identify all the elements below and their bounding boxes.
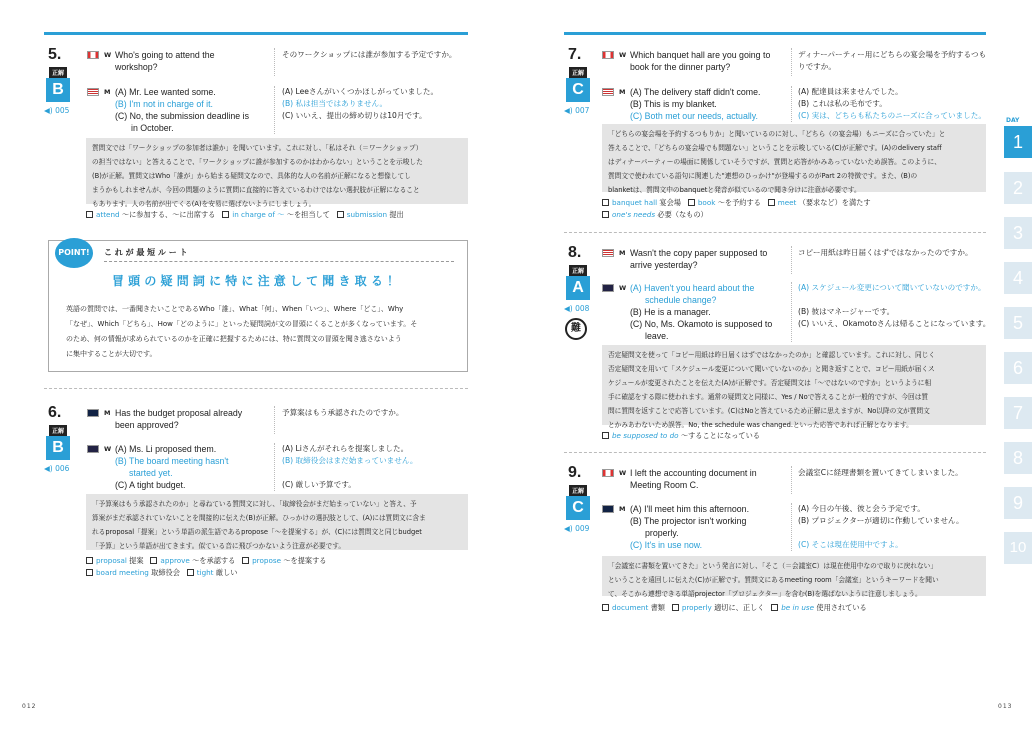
day-tab-1[interactable]: 1 — [1004, 126, 1032, 158]
choice-b-jp: (B) 彼はマネージャーです。 — [798, 307, 895, 316]
choice-c-en: (C) Both met our needs, actually. — [630, 111, 758, 121]
question-jp: 予算案はもう承認されたのですか。 — [282, 408, 404, 417]
day-tab-2[interactable]: 2 — [1004, 172, 1032, 204]
vocab-meaning: 提案 — [129, 556, 144, 565]
question-en: arrive yesterday? — [630, 260, 698, 270]
vocab-word: book — [697, 198, 716, 207]
choice-b-en: (B) I'm not in charge of it. — [115, 99, 213, 109]
vocab-word: properly — [681, 603, 712, 612]
vocab-meaning: ～に参加する、～に出席する — [121, 210, 216, 219]
question-jp: 会議室Cに経理書類を置いてきてしまいました。 — [798, 468, 963, 477]
explanation-box — [602, 345, 986, 429]
choice-a-en: (A) I'll meet him this afternoon. — [630, 504, 750, 514]
explanation-line: 算案がまだ承認されていないことを間接的に伝えた(B)が正解。ひっかけの選択肢として、(A)には質問文に含ま — [92, 514, 426, 522]
explanation-line: とかみあわないため誤答。No, the schedule was changed.といった応答であれば正解となります。 — [608, 421, 913, 429]
question-en: Has the budget proposal already — [115, 408, 243, 418]
choice-b-jp: (B) 取締役会はまだ始まっていません。 — [282, 456, 418, 465]
checkbox[interactable] — [602, 604, 609, 611]
choice-a-jp: (A) 配達員は来ませんでした。 — [798, 87, 903, 96]
top-rule — [44, 32, 468, 35]
checkbox[interactable] — [768, 199, 775, 206]
choice-c-jp: (C) そこは現在使用中ですよ。 — [798, 540, 903, 549]
choice-c-jp: (C) いいえ、提出の締め切りは10月です。 — [282, 111, 427, 120]
column-divider — [791, 86, 792, 122]
vocab-meaning: ～を予約する — [717, 198, 761, 207]
point-body-line: 「なぜ」、Which「どちら」、How「どのように」といった疑問詞が文の冒頭にくることが多くなっています。そ — [66, 320, 418, 328]
vocab-list — [86, 209, 468, 221]
uk-flag-icon — [602, 284, 614, 292]
choice-c-jp: (C) いいえ、Okamotoさんは帰ることになっています。 — [798, 319, 991, 328]
vocab-meaning: 宴会場 — [659, 198, 681, 207]
explanation-line: 「会議室に書類を置いてきた」という発言に対し、「そこ（＝会議室C）は現在使用中なので取りに戻れない」 — [608, 562, 938, 570]
vocab-meaning: 必要（なもの） — [657, 210, 708, 219]
choice-c-en: (C) A tight budget. — [115, 480, 186, 490]
vocab-meaning: 取締役会 — [151, 568, 180, 577]
choice-a-en: (A) Haven't you heard about the — [630, 283, 755, 293]
choice-b-jp: (B) 私は担当ではありません。 — [282, 99, 388, 108]
point-badge: POINT! — [55, 238, 93, 268]
question-en: book for the dinner party? — [630, 62, 731, 72]
choice-c-jp: (C) 実は、どちらも私たちのニーズに合っていました。 — [798, 111, 986, 120]
choice-a-en: (A) Mr. Lee wanted some. — [115, 87, 216, 97]
speaker-label: M — [619, 249, 626, 257]
explanation-line: はディナーパーティーの場面に関係していそうですが、質問と応答がかみあっていないため誤答。このように、 — [608, 158, 941, 166]
answer-label: 正解 — [49, 425, 67, 436]
speaker-label: M — [619, 505, 626, 513]
vocab-meaning: 適切に、正しく — [714, 603, 765, 612]
vocab-meaning: ～を提案する — [283, 556, 327, 565]
column-divider — [274, 86, 275, 134]
question-number: 8. — [568, 244, 582, 261]
choice-b-en: (B) He is a manager. — [630, 307, 711, 317]
vocab-list — [602, 602, 986, 614]
vocab-meaning: （要求など）を満たす — [798, 198, 871, 207]
explanation-line: 質問文では「ワークショップの参加者は誰か」を聞いています。これに対し、「私はそれ（＝ワークショップ） — [92, 144, 423, 152]
day-label: DAY — [1006, 117, 1020, 124]
checkbox[interactable] — [150, 557, 157, 564]
explanation-box — [602, 556, 986, 596]
vocab-word: board meeting — [96, 568, 149, 577]
vocab-word: be supposed to do — [612, 431, 679, 440]
question-jp: ディナーパーティー用にどちらの宴会場を予約するつも — [798, 50, 987, 59]
checkbox[interactable] — [86, 557, 93, 564]
vocab-meaning: 使用されている — [816, 603, 867, 612]
vocab-word: tight — [196, 568, 214, 577]
answer-label: 正解 — [49, 67, 67, 78]
speaker-label: W — [104, 51, 112, 59]
point-body-line: 英語の質問では、一番聞きたいことであるWho「誰」、What「何」、When「いつ」、Where「どこ」、Why — [66, 305, 404, 313]
question-jp: コピー用紙は昨日届くはずではなかったのですか。 — [798, 248, 973, 257]
canada-flag-icon — [602, 51, 614, 59]
australia-flag-icon — [87, 409, 99, 417]
choice-b-en: (B) This is my blanket. — [630, 99, 717, 109]
vocab-word: be in use — [781, 603, 815, 612]
explanation-line: 質問文で使われている語句に関連した"連想のひっかけ"が登場するのがPart 2の特徴です。また、(B)の — [608, 172, 918, 180]
column-divider — [274, 48, 275, 76]
column-divider — [791, 466, 792, 494]
vocab-word: meet — [777, 198, 797, 207]
choice-b-en: (B) The board meeting hasn't — [115, 456, 229, 466]
explanation-line: 「予算」という単語が出てきます。似ている音に飛びつかないよう注意が必要です。 — [92, 542, 346, 550]
point-body-line: のため、何の情報が求められているのかを正確に把握するためには、特に質問文の冒頭を聞き逃さないよう — [66, 335, 402, 343]
question-en: been approved? — [115, 420, 179, 430]
explanation-line: 問に質問を返すことで応答しています。(C)はNoと答えているため正解に思えますが、No以降の文が質問文 — [608, 407, 930, 415]
question-divider — [44, 388, 468, 389]
speaker-label: M — [104, 88, 111, 96]
choice-c-en: (C) No, Ms. Okamoto is supposed to — [630, 319, 773, 329]
point-title: 冒 頭 の 疑 問 詞 に 特 に 注 意 し て 聞 き 取 る ！ — [112, 274, 400, 288]
column-divider — [791, 48, 792, 76]
choice-c-en: leave. — [645, 331, 669, 341]
explanation-line: 「予算案はもう承認されたのか」と尋ねている質問文に対し、「取締役会がまだ始まっていない」と答え、予 — [92, 500, 417, 508]
question-jp: そのワークショップには誰が参加する予定ですか。 — [282, 50, 457, 59]
vocab-list — [602, 430, 986, 442]
vocab-list — [602, 197, 986, 221]
speaker-label: M — [104, 409, 111, 417]
vocab-word: banquet hall — [612, 198, 658, 207]
vocab-word: attend — [96, 210, 120, 219]
uk-flag-icon — [87, 445, 99, 453]
explanation-line: ケジュールが変更されたことを伝えた(A)が正解です。否定疑問文は「～ではないのですか」というように相 — [608, 379, 932, 387]
checkbox[interactable] — [242, 557, 249, 564]
vocab-word: proposal — [96, 556, 127, 565]
explanation-line: もあります。人の名前が出てくる(A)を安易に選ばないようにしましょう。 — [92, 200, 316, 208]
speaker-label: W — [619, 284, 627, 292]
column-divider — [791, 282, 792, 342]
explanation-line: blanketは、質問文中のbanquetと発音が似ているので聞き分けに注意が必要です。 — [608, 186, 861, 194]
explanation-line: 答えることで、「どちらの宴会場でも問題ない」ということを示唆している(C)が正解です。(A)のdelivery staff — [608, 144, 942, 152]
column-divider — [274, 443, 275, 491]
choice-a-jp: (A) Leeさんがいくつかほしがっていました。 — [282, 87, 439, 96]
choice-b-en: (B) The projector isn't working — [630, 516, 747, 526]
choice-a-en: schedule change? — [645, 295, 717, 305]
choice-a-en: (A) The delivery staff didn't come. — [630, 87, 761, 97]
choice-c-en: in October. — [131, 123, 174, 133]
vocab-word: one's needs — [612, 210, 656, 219]
explanation-box — [86, 494, 468, 550]
question-number: 6. — [48, 404, 62, 421]
audio-track[interactable]: ◀) 006 — [44, 464, 70, 473]
audio-track[interactable]: ◀) 007 — [564, 106, 590, 115]
speaker-label: M — [619, 88, 626, 96]
day-tab-3[interactable]: 3 — [1004, 217, 1032, 249]
usa-flag-icon — [602, 88, 614, 96]
answer-label: 正解 — [569, 265, 587, 276]
vocab-meaning: 書類 — [650, 603, 665, 612]
point-body — [66, 302, 461, 362]
question-divider — [564, 452, 986, 453]
vocab-meaning: ～を担当して — [286, 210, 330, 219]
day-tab-9[interactable]: 9 — [1004, 487, 1032, 519]
canada-flag-icon — [87, 51, 99, 59]
speaker-label: W — [619, 51, 627, 59]
checkbox[interactable] — [602, 211, 609, 218]
audio-track[interactable]: ◀) 008 — [564, 304, 590, 313]
question-divider — [564, 232, 986, 233]
vocab-word: submission — [346, 210, 388, 219]
checkbox[interactable] — [337, 211, 344, 218]
day-tab-8[interactable]: 8 — [1004, 442, 1032, 474]
answer-label: 正解 — [569, 67, 587, 78]
top-rule — [564, 32, 986, 35]
question-en: Wasn't the copy paper supposed to — [630, 248, 768, 258]
question-en: I left the accounting document in — [630, 468, 757, 478]
difficulty-badge: 難 — [565, 318, 587, 340]
day-tab-7[interactable]: 7 — [1004, 397, 1032, 429]
checkbox[interactable] — [222, 211, 229, 218]
right-page — [516, 0, 1032, 729]
day-tab-10[interactable]: 10 — [1004, 532, 1032, 564]
vocab-word: propose — [252, 556, 282, 565]
question-en: workshop? — [115, 62, 158, 72]
explanation-line: 手に確認をする際に使われます。通常の疑問文と同様に、Yes / Noで答えることが一般的ですが、今回は質 — [608, 393, 929, 401]
choice-a-jp: (A) スケジュール変更について聞いていないのですか。 — [798, 283, 986, 292]
point-heading: こ れ が 最 短 ル ー ト — [104, 248, 188, 257]
checkbox[interactable] — [602, 432, 609, 439]
speaker-label: W — [104, 445, 112, 453]
answer-box: C — [566, 78, 590, 102]
canada-flag-icon — [602, 469, 614, 477]
choice-a-jp: (A) Liさんがそれらを提案しました。 — [282, 444, 409, 453]
day-tab-5[interactable]: 5 — [1004, 307, 1032, 339]
audio-track[interactable]: ◀) 009 — [564, 524, 590, 533]
choice-c-jp: (C) 厳しい予算です。 — [282, 480, 356, 489]
vocab-meaning: 提出 — [389, 210, 404, 219]
choice-c-en: (C) It's in use now. — [630, 540, 703, 550]
vocab-meaning: ～することになっている — [680, 431, 760, 440]
vocab-meaning: 厳しい — [215, 568, 238, 577]
explanation-line: の担当ではない」と答えることで、「ワークショップに誰が参加するのかはわからない」ということを示唆した — [92, 158, 423, 166]
explanation-box — [86, 138, 468, 208]
point-divider — [104, 261, 454, 262]
vocab-word: document — [612, 603, 649, 612]
choice-b-en: started yet. — [129, 468, 173, 478]
checkbox[interactable] — [86, 211, 93, 218]
point-body-line: に集中することが大切です。 — [66, 350, 157, 358]
explanation-box — [602, 124, 986, 192]
answer-box: C — [566, 496, 590, 520]
answer-box: A — [566, 276, 590, 300]
choice-a-jp: (A) 今日の午後、彼と会う予定です。 — [798, 504, 925, 513]
vocab-list — [86, 555, 468, 579]
column-divider — [274, 406, 275, 434]
checkbox[interactable] — [602, 199, 609, 206]
speaker-label: W — [619, 469, 627, 477]
vocab-word: approve — [160, 556, 190, 565]
day-tab-4[interactable]: 4 — [1004, 262, 1032, 294]
choice-b-jp: (B) これは私の毛布です。 — [798, 99, 887, 108]
answer-label: 正解 — [569, 485, 587, 496]
question-number: 7. — [568, 46, 582, 63]
checkbox[interactable] — [672, 604, 679, 611]
page-number: 013 — [998, 703, 1013, 710]
choice-b-en: properly. — [645, 528, 679, 538]
day-tab-6[interactable]: 6 — [1004, 352, 1032, 384]
column-divider — [791, 246, 792, 274]
column-divider — [791, 503, 792, 551]
checkbox[interactable] — [187, 569, 194, 576]
explanation-line: て、そこから連想できる単語projector「プロジェクター」を含む(B)を選ばないように注意しましょう。 — [608, 590, 922, 598]
explanation-line: (B)が正解。質問文はWho「誰が」から始まる疑問文なので、具体的な人の名前が正解になると想像してし — [92, 172, 411, 180]
question-jp: りですか。 — [798, 62, 836, 71]
question-en: Who's going to attend the — [115, 50, 215, 60]
usa-flag-icon — [602, 249, 614, 257]
explanation-line: 否定疑問文を使って「コピー用紙は昨日届くはずではなかったのか」と確認しています。これに対し、同じく — [608, 351, 936, 359]
checkbox[interactable] — [688, 199, 695, 206]
choice-a-en: (A) Ms. Li proposed them. — [115, 444, 217, 454]
explanation-line: ということを遠回しに伝えた(C)が正解です。質問文にあるmeeting room「会議室」というキーワードを聞い — [608, 576, 939, 584]
australia-flag-icon — [602, 505, 614, 513]
vocab-word: in charge of ～ — [232, 210, 285, 219]
choice-b-jp: (B) プロジェクターが適切に作動していません。 — [798, 516, 964, 525]
choice-c-en: (C) No, the submission deadline is — [115, 111, 249, 121]
explanation-line: まうかもしれませんが、今回の問題のように質問に直接的に答えているわけではない選択肢が正解になること — [92, 186, 420, 194]
vocab-meaning: ～を承認する — [192, 556, 236, 565]
audio-track[interactable]: ◀) 005 — [44, 106, 70, 115]
page-number: 012 — [22, 703, 37, 710]
explanation-line: 否定疑問文を用いて「スケジュール変更について聞いていないのか」と聞き返すことで、コピー用紙が届くス — [608, 365, 935, 373]
explanation-line: 「どちらの宴会場を予約するつもりか」と聞いているのに対し、「どちら（の宴会場）もニーズに合っていた」と — [608, 130, 946, 138]
question-en: Meeting Room C. — [630, 480, 699, 490]
answer-box: B — [46, 436, 70, 460]
question-en: Which banquet hall are you going to — [630, 50, 771, 60]
checkbox[interactable] — [86, 569, 93, 576]
question-number: 9. — [568, 464, 582, 481]
checkbox[interactable] — [771, 604, 778, 611]
usa-flag-icon — [87, 88, 99, 96]
explanation-line: れるproposal「提案」という単語の派生語であるpropose「～を提案する」が、(C)には質問文と同じbudget — [92, 528, 422, 536]
question-number: 5. — [48, 46, 62, 63]
answer-box: B — [46, 78, 70, 102]
